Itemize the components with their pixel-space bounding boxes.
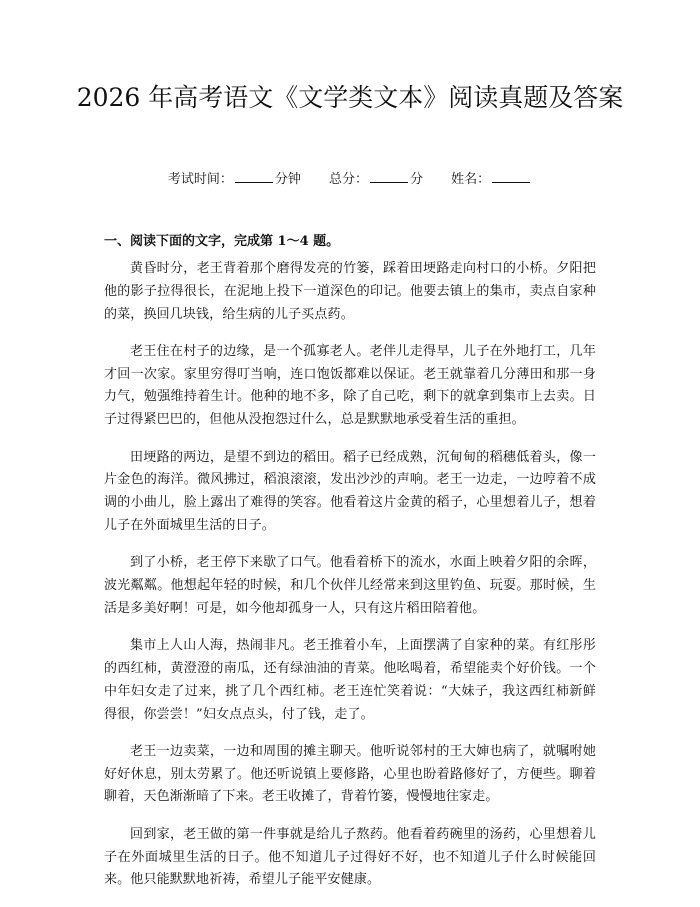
section-heading: 一、阅读下面的文字，完成第 1～4 题。 — [104, 234, 340, 249]
student-name-label: 姓名： — [451, 172, 491, 187]
exam-time-unit: 分钟 — [274, 172, 301, 187]
document-title: 2026 年高考语文《文学类文本》阅读真题及答案 — [76, 83, 624, 112]
total-score-field — [329, 172, 427, 187]
reading-passage — [104, 258, 596, 907]
passage-paragraph-2: 老王住在村子的边缘，是一个孤寡老人。老伴儿走得早，儿子在外地打工，几年才回一次家。家里穷得叮当响，连口饱饭都难以保证。老王就靠着几分薄田和那一身力气，勉强维持着生计。他种的地不多，除了自己吃，剩下的就拿到集市上去卖。日子过得紧巴巴的，但他从没抱怨过什么，总是默默地承受着生活的重担。 — [104, 343, 596, 428]
exam-time-blank — [235, 168, 273, 183]
passage-paragraph-3: 田埂路的两边，是望不到边的稻田。稻子已经成熟，沉甸甸的稻穗低着头，像一片金色的海洋。微风拂过，稻浪滚滚，发出沙沙的声响。老王一边走，一边哼着不成调的小曲儿，脸上露出了难得的笑容。他看着这片金黄的稻子，心里想着儿子，想着儿子在外面城里生活的日子。 — [104, 449, 596, 533]
exam-info-line — [0, 168, 700, 190]
exam-time-field — [168, 172, 305, 187]
exam-time-label: 考试时间： — [167, 172, 233, 187]
passage-paragraph-7: 回到家，老王做的第一件事就是给儿子熬药。他看着药碗里的汤药，心里想着儿子在外面城里生活的日子。他不知道儿子过得好不好，也不知道儿子什么时候能回来。他只能默默地祈祷，希望儿子能平安健康。 — [104, 826, 596, 888]
total-score-unit: 分 — [410, 172, 424, 187]
total-score-blank — [370, 168, 408, 183]
passage-paragraph-5: 集市上人山人海，热闹非凡。老王推着小车，上面摆满了自家种的菜。有红彤彤的西红柿，黄澄澄的南瓜，还有绿油油的青菜。他吆喝着，希望能卖个好价钱。一个中年妇女走了过来，挑了几个西红柿。老王连忙笑着说：“大妹子，我这西红柿新鲜得很，你尝尝！”妇女点点头，付了钱，走了。 — [104, 638, 596, 722]
passage-paragraph-4: 到了小桥，老王停下来歇了口气。他看着桥下的流水，水面上映着夕阳的余晖，波光粼粼。他想起年轻的时候，和几个伙伴儿经常来到这里钓鱼、玩耍。那时候，生活是多美好啊！可是，如今他却孤身一人，只有这片稻田陪着他。 — [104, 555, 596, 616]
student-name-blank — [492, 168, 530, 183]
student-name-field — [451, 172, 532, 187]
total-score-label: 总分： — [328, 172, 368, 187]
passage-paragraph-6: 老王一边卖菜，一边和周围的摊主聊天。他听说邻村的王大婶也病了，就嘱咐她好好休息，别太劳累了。他还听说镇上要修路，心里也盼着路修好了，方便些。聊着聊着，天色渐渐暗了下来。老王收摊了，背着竹篓，慢慢地往家走。 — [104, 743, 596, 805]
passage-paragraph-1: 黄昏时分，老王背着那个磨得发亮的竹篓，踩着田埂路走向村口的小桥。夕阳把他的影子拉得很长，在泥地上投下一道深色的印记。他要去镇上的集市，卖点自家种的菜，换回几块钱，给生病的儿子买点药。 — [104, 261, 596, 322]
